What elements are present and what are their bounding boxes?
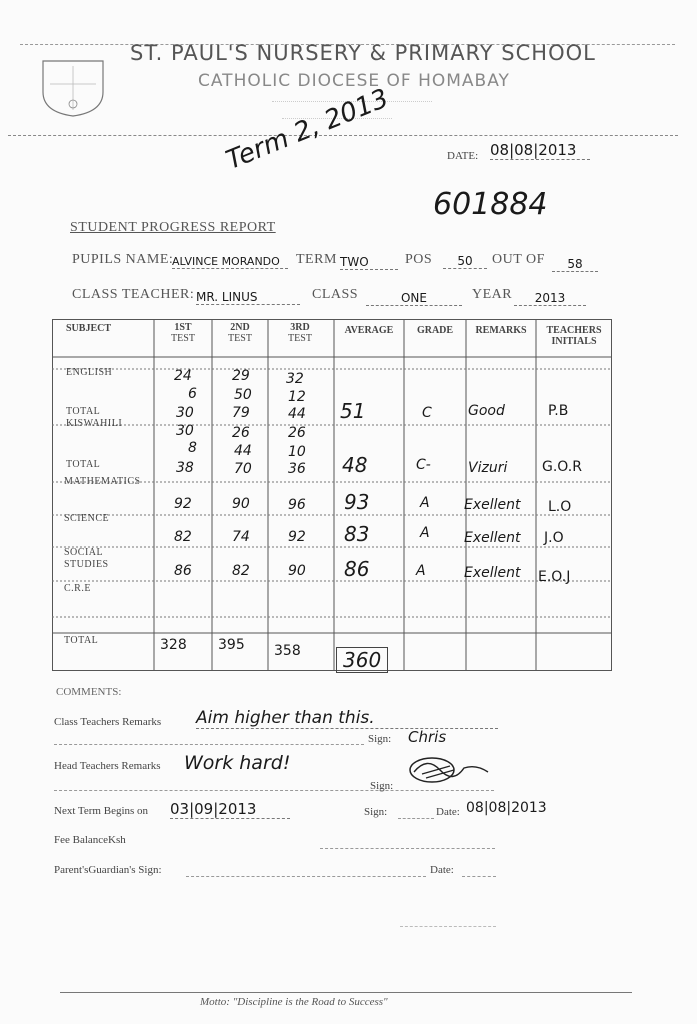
header-test1-word: TEST [171, 333, 195, 344]
english-grade: C [422, 405, 432, 421]
term-label: TERM [296, 252, 337, 267]
marginal-term-note: Term 2, 2013 [222, 83, 393, 176]
next-term-date-value: 08|08|2013 [466, 800, 547, 816]
english-t1-r1: 24 [174, 368, 192, 384]
subject-mathematics: MATHEMATICS [64, 476, 141, 487]
header-test2-num: 2ND [230, 322, 250, 333]
science-average: 83 [344, 522, 370, 546]
kiswahili-remarks: Vizuri [468, 460, 508, 476]
mathematics-grade: A [420, 495, 430, 511]
english-t2-r3: 79 [232, 405, 250, 421]
head-teacher-remarks-text: Work hard! [184, 752, 291, 774]
class-label: CLASS [312, 287, 359, 302]
out-of-label: OUT OF [492, 252, 545, 267]
header-remarks: REMARKS [475, 325, 527, 336]
parent-sign-line [186, 876, 426, 877]
next-term-sign-label: Sign: [364, 806, 388, 818]
pos-value: 50 [443, 254, 487, 269]
motto: Motto: "Discipline is the Road to Success" [200, 996, 388, 1008]
pupil-name-value: ALVINCE MORANDO [172, 255, 288, 269]
kiswahili-t3-r1: 26 [288, 425, 306, 441]
social-grade: A [416, 563, 426, 579]
english-t3-r3: 44 [288, 406, 306, 422]
header-average: AVERAGE [344, 325, 394, 336]
class-teacher-label: CLASS TEACHER: [72, 287, 195, 302]
social-t1: 86 [174, 563, 192, 579]
class-teacher-remarks-dots [54, 744, 364, 745]
footer-rule [60, 992, 632, 993]
social-remarks: Exellent [464, 565, 521, 581]
head-teacher-signature-scribble [392, 752, 492, 786]
mathematics-t3: 96 [288, 497, 306, 513]
science-t3: 92 [288, 529, 306, 545]
year-label: YEAR [472, 287, 513, 302]
subject-social-studies [64, 547, 109, 571]
english-total-label: TOTAL [66, 406, 101, 417]
header-test3 [272, 322, 328, 344]
total-average: 360 [336, 647, 388, 673]
header-test2-word: TEST [228, 333, 252, 344]
header-subject: SUBJECT [66, 323, 112, 334]
term-value: TWO [340, 255, 398, 270]
signature-scribble-icon [392, 752, 492, 786]
class-teacher-value: MR. LINUS [196, 290, 300, 305]
social-t3: 90 [288, 563, 306, 579]
school-crest [40, 58, 106, 118]
head-teacher-remarks-dots [54, 790, 494, 791]
kiswahili-total-label: TOTAL [66, 459, 101, 470]
social-studies-line1: SOCIAL [64, 547, 104, 558]
header-test1-num: 1ST [174, 322, 192, 333]
english-t2-r1: 29 [232, 368, 250, 384]
total-t3: 358 [274, 643, 301, 659]
parent-date-line [462, 876, 496, 877]
head-teacher-sign-label: Sign: [370, 780, 394, 792]
kiswahili-t1-r2: 8 [188, 440, 197, 456]
mathematics-average: 93 [344, 490, 370, 514]
kiswahili-t2-r3: 70 [234, 461, 252, 477]
next-term-date-label: Date: [436, 806, 460, 818]
subject-cre: C.R.E [64, 583, 91, 594]
parent-sign-label: Parent'sGuardian's Sign: [54, 864, 162, 876]
mathematics-t1: 92 [174, 496, 192, 512]
social-average: 86 [344, 557, 370, 581]
science-t1: 82 [174, 529, 192, 545]
english-t2-r2: 50 [234, 387, 252, 403]
mathematics-remarks: Exellent [464, 497, 521, 513]
subject-science: SCIENCE [64, 513, 110, 524]
header-initials-line2: INITIALS [551, 336, 597, 347]
pos-label: POS [405, 252, 433, 267]
kiswahili-t2-r1: 26 [232, 425, 250, 441]
total-t1: 328 [160, 637, 187, 653]
header-test3-num: 3RD [290, 322, 310, 333]
table-grid [52, 319, 612, 671]
header-grade: GRADE [416, 325, 454, 336]
english-t3-r1: 32 [286, 371, 304, 387]
kiswahili-grade: C- [416, 457, 431, 473]
header-initials [536, 325, 612, 347]
subject-english: ENGLISH [66, 367, 113, 378]
next-term-sign-line [398, 818, 434, 819]
total-label: TOTAL [64, 635, 99, 646]
class-teacher-sign-label: Sign: [368, 733, 392, 745]
comments-heading: COMMENTS: [56, 686, 122, 698]
results-table [52, 319, 612, 671]
year-value: 2013 [514, 291, 586, 306]
header-rule-bottom [8, 135, 678, 136]
science-remarks: Exellent [464, 530, 521, 546]
english-t3-r2: 12 [288, 389, 306, 405]
diocese-name: CATHOLIC DIOCESE OF HOMABAY [198, 71, 510, 91]
english-t1-r3: 30 [176, 405, 194, 421]
pupil-name-label: PUPILS NAME: [72, 252, 174, 267]
kiswahili-t1-r3: 38 [176, 460, 194, 476]
header-test1 [158, 322, 208, 344]
science-grade: A [420, 525, 430, 541]
english-t1-r2: 6 [188, 386, 197, 402]
date-label: DATE: [447, 150, 479, 162]
class-teacher-signature: Chris [408, 728, 447, 746]
mathematics-initials: L.O [548, 499, 572, 515]
fee-balance-line [320, 848, 495, 849]
next-term-value: 03|09|2013 [170, 800, 290, 819]
science-initials: J.O [544, 530, 564, 546]
school-name: ST. PAUL'S NURSERY & PRIMARY SCHOOL [130, 41, 596, 65]
mathematics-t2: 90 [232, 496, 250, 512]
date-value: 08|08|2013 [490, 141, 590, 160]
kiswahili-average: 48 [342, 453, 368, 477]
class-teacher-remarks-text: Aim higher than this. [196, 708, 498, 729]
english-remarks: Good [468, 403, 505, 419]
head-teacher-remarks-label: Head Teachers Remarks [54, 760, 161, 772]
kiswahili-t3-r3: 36 [288, 461, 306, 477]
serial-number: 601884 [433, 187, 548, 222]
out-of-value: 58 [552, 257, 598, 272]
subject-kiswahili: KISWAHILI [66, 418, 123, 429]
social-studies-line2: STUDIES [64, 559, 109, 570]
class-teacher-remarks-label: Class Teachers Remarks [54, 716, 162, 728]
kiswahili-t1-r1: 30 [176, 423, 194, 439]
social-initials: E.O.J [538, 569, 571, 585]
science-t2: 74 [232, 529, 250, 545]
kiswahili-t3-r2: 10 [288, 444, 306, 460]
parent-date-label: Date: [430, 864, 454, 876]
fee-balance-label: Fee BalanceKsh [54, 834, 126, 846]
header-initials-line1: TEACHERS [546, 325, 602, 336]
total-t2: 395 [218, 637, 245, 653]
crest-shield-icon [40, 58, 106, 118]
english-initials: P.B [548, 403, 569, 419]
header-test2 [214, 322, 266, 344]
social-t2: 82 [232, 563, 250, 579]
extra-dotted-line [400, 926, 496, 927]
english-average: 51 [340, 399, 366, 423]
class-value: ONE [366, 291, 462, 306]
report-title: STUDENT PROGRESS REPORT [70, 220, 276, 235]
kiswahili-t2-r2: 44 [234, 443, 252, 459]
header-test3-word: TEST [288, 333, 312, 344]
next-term-label: Next Term Begins on [54, 805, 149, 817]
kiswahili-initials: G.O.R [542, 459, 582, 475]
